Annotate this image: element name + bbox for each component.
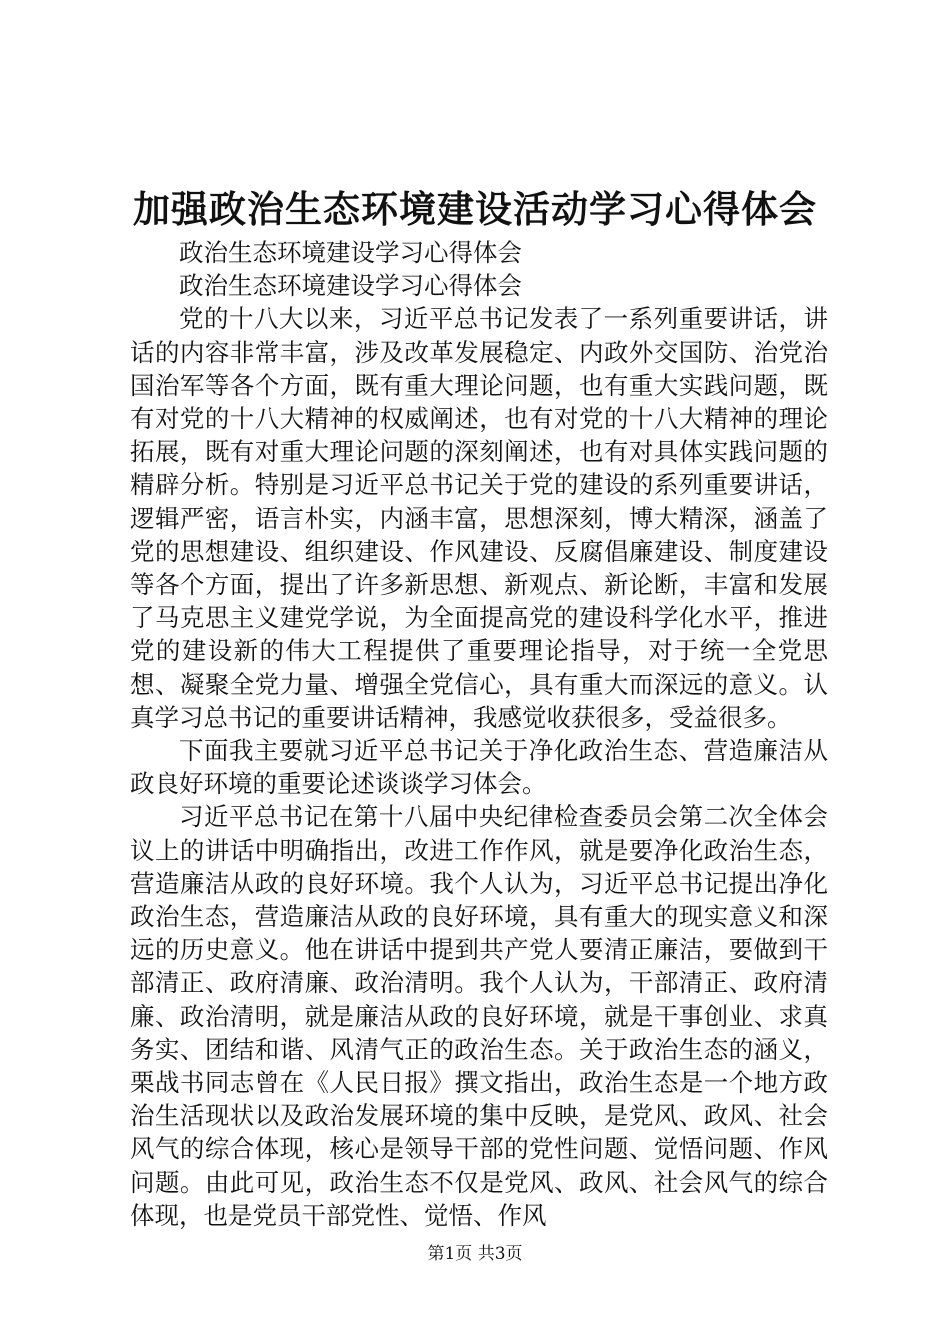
- subtitle-line: 政治生态环境建设学习心得体会: [179, 238, 522, 267]
- page-number-footer: 第1页 共3页: [427, 1244, 523, 1264]
- subtitle-line: 政治生态环境建设学习心得体会: [179, 271, 522, 301]
- body-paragraph: 党的十八大以来，习近平总书记发表了一系列重要讲话，讲话的内容非常丰富，涉及改革发展稳定、内政外交国防、治党治国治军等各个方面，既有重大理论问题，也有重大实践问题，既有对党的十八大精神的权威阐述，也有对党的十八大精神的理论拓展，既有对重大理论问题的深刻阐述，也有对具体实践问题的精辟分析。特别是习近平总书记关于党的建设的系列重要讲话，逻辑严密，语言朴实，内涵丰富，思想深刻，博大精深，涵盖了党的思想建设、组织建设、作风建设、反腐倡廉建设、制度建设等各个方面，提出了许多新思想、新观点、新论断，丰富和发展了马克思主义建党学说，为全面提高党的建设科学化水平，推进党的建设新的伟大工程提供了重要理论指导，对于统一全党思想、凝聚全党力量、增强全党信心，具有重大而深远的意义。认真学习总书记的重要讲话精神，我感觉收获很多，受益很多。: [130, 304, 828, 732]
- document-body: [130, 236, 828, 1232]
- body-paragraph: 下面我主要就习近平总书记关于净化政治生态、营造廉洁从政良好环境的重要论述谈谈学习体会。: [130, 736, 828, 799]
- body-paragraph: 习近平总书记在第十八届中央纪律检查委员会第二次全体会议上的讲话中明确指出，改进工作作风，就是要净化政治生态，营造廉洁从政的良好环境。我个人认为，习近平总书记提出净化政治生态，营造廉洁从政的良好环境，具有重大的现实意义和深远的历史意义。他在讲话中提到共产党人要清正廉洁，要做到干部清正、政府清廉、政治清明。我个人认为，干部清正、政府清廉、政治清明，就是廉洁从政的良好环境，就是干事创业、求真务实、团结和谐、风清气正的政治生态。关于政治生态的涵义，栗战书同志曾在《人民日报》撰文指出，政治生态是一个地方政治生活现状以及政治发展环境的集中反映，是党风、政风、社会风气的综合体现，核心是领导干部的党性问题、觉悟问题、作风问题。由此可见，政治生态不仅是党风、政风、社会风气的综合体现，也是党员干部党性、觉悟、作风: [130, 802, 828, 1230]
- document-title: 加强政治生态环境建设活动学习心得体会: [133, 187, 817, 231]
